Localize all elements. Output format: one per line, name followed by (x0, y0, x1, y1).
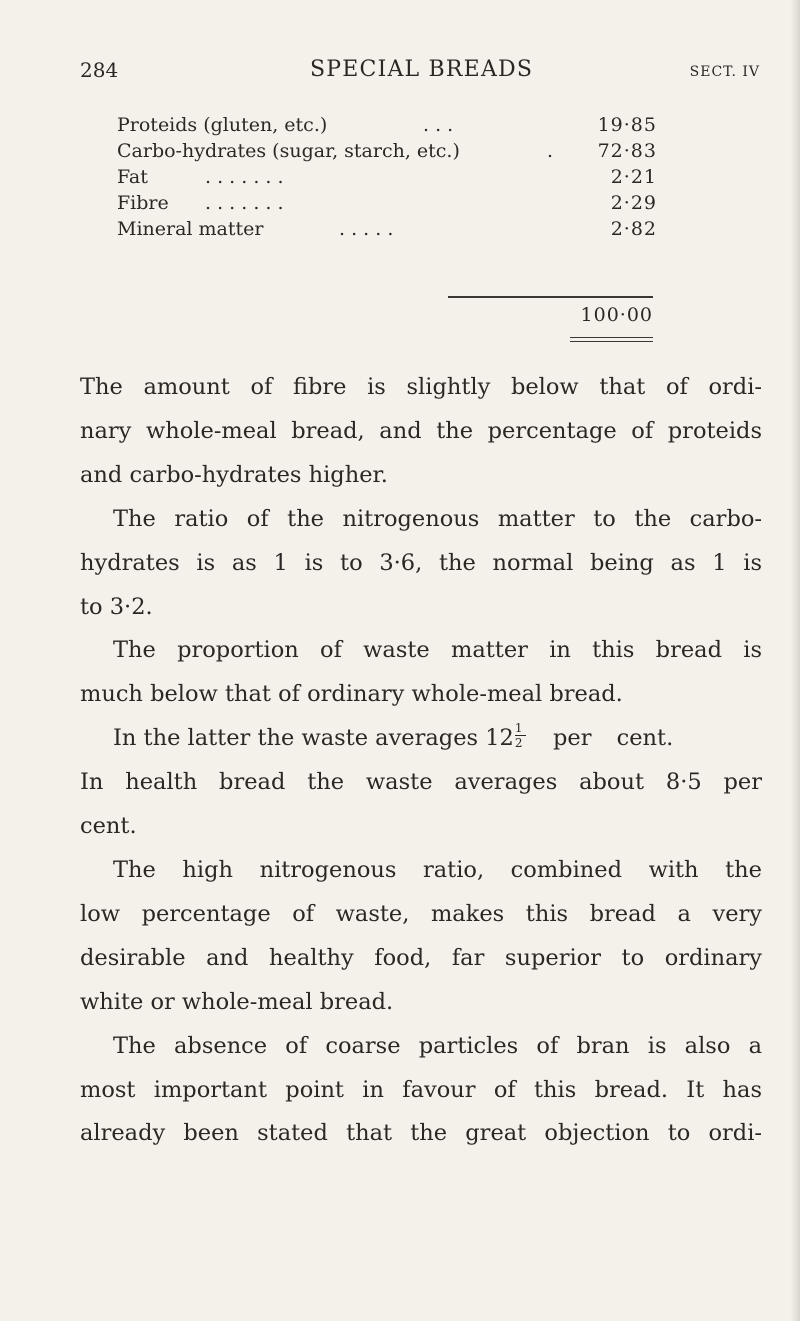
row-label: Carbo-hydrates (sugar, starch, etc.) (117, 140, 460, 162)
analysis-row-fat (117, 164, 657, 190)
analysis-row-proteids (117, 112, 657, 138)
text-fragment: per cent. (527, 725, 674, 752)
analysis-table (117, 112, 657, 242)
text-line-with-fraction (80, 717, 762, 761)
row-leader: . . . . . . . (205, 166, 284, 188)
double-underline (570, 337, 653, 343)
text-line: nary whole-meal bread, and the percentage of proteids (80, 417, 762, 444)
analysis-row-carbohydrates (117, 138, 657, 164)
text-line: hydrates is as 1 is to 3·6, the normal being as 1 is (80, 549, 762, 576)
fraction-one-half (514, 721, 528, 751)
text-line: to 3·2. (80, 593, 153, 620)
text-line: much below that of ordinary whole-meal bread. (80, 681, 623, 708)
fraction-numerator: 1 (514, 721, 523, 736)
total-value: 100·00 (580, 304, 653, 326)
row-value: 2·82 (610, 218, 657, 240)
running-head (80, 58, 760, 92)
analysis-row-mineral-matter (117, 216, 657, 242)
row-value: 72·83 (597, 140, 657, 162)
text-line: cent. (80, 813, 137, 840)
row-leader: . . . . . . . (205, 192, 284, 214)
row-label: Mineral matter (117, 218, 264, 240)
row-leader: . . . . . (339, 218, 394, 240)
row-leader: . (547, 140, 554, 162)
text-fragment: In the latter the waste averages 12 (113, 725, 514, 752)
page-number: 284 (80, 58, 119, 82)
text-line: white or whole-meal bread. (80, 988, 394, 1015)
text-line: low percentage of waste, makes this bread a very (80, 900, 762, 927)
text-line: most important point in favour of this bread. It has (80, 1076, 762, 1103)
text-line: and carbo-hydrates higher. (80, 461, 388, 488)
text-line: The ratio of the nitrogenous matter to the carbo- (113, 505, 762, 532)
body-text (80, 366, 762, 1156)
text-line: The amount of fibre is slightly below that of ordi- (80, 374, 762, 400)
fraction-denominator: 2 (514, 736, 523, 751)
row-value: 19·85 (597, 114, 657, 136)
text-line: The high nitrogenous ratio, combined with the (113, 856, 762, 883)
row-label: Proteids (gluten, etc.) (117, 114, 328, 136)
text-line: desirable and healthy food, far superior to ordinary (80, 944, 762, 971)
row-value: 2·21 (610, 166, 657, 188)
text-line: The proportion of waste matter in this bread is (113, 637, 762, 664)
text-line: In health bread the waste averages about 8·5 per (80, 769, 762, 796)
text-line: already been stated that the great objection to ordi- (80, 1120, 762, 1147)
row-leader: . . . (423, 114, 454, 136)
running-title: SPECIAL BREADS (310, 57, 534, 82)
row-value: 2·29 (610, 192, 657, 214)
page-edge-shadow (790, 0, 800, 1321)
row-label: Fat (117, 166, 148, 188)
section-label: SECT. IV (689, 64, 760, 80)
text-line: The absence of coarse particles of bran is also a (113, 1032, 762, 1059)
row-label: Fibre (117, 192, 169, 214)
analysis-row-fibre (117, 190, 657, 216)
total-rule (448, 296, 653, 298)
